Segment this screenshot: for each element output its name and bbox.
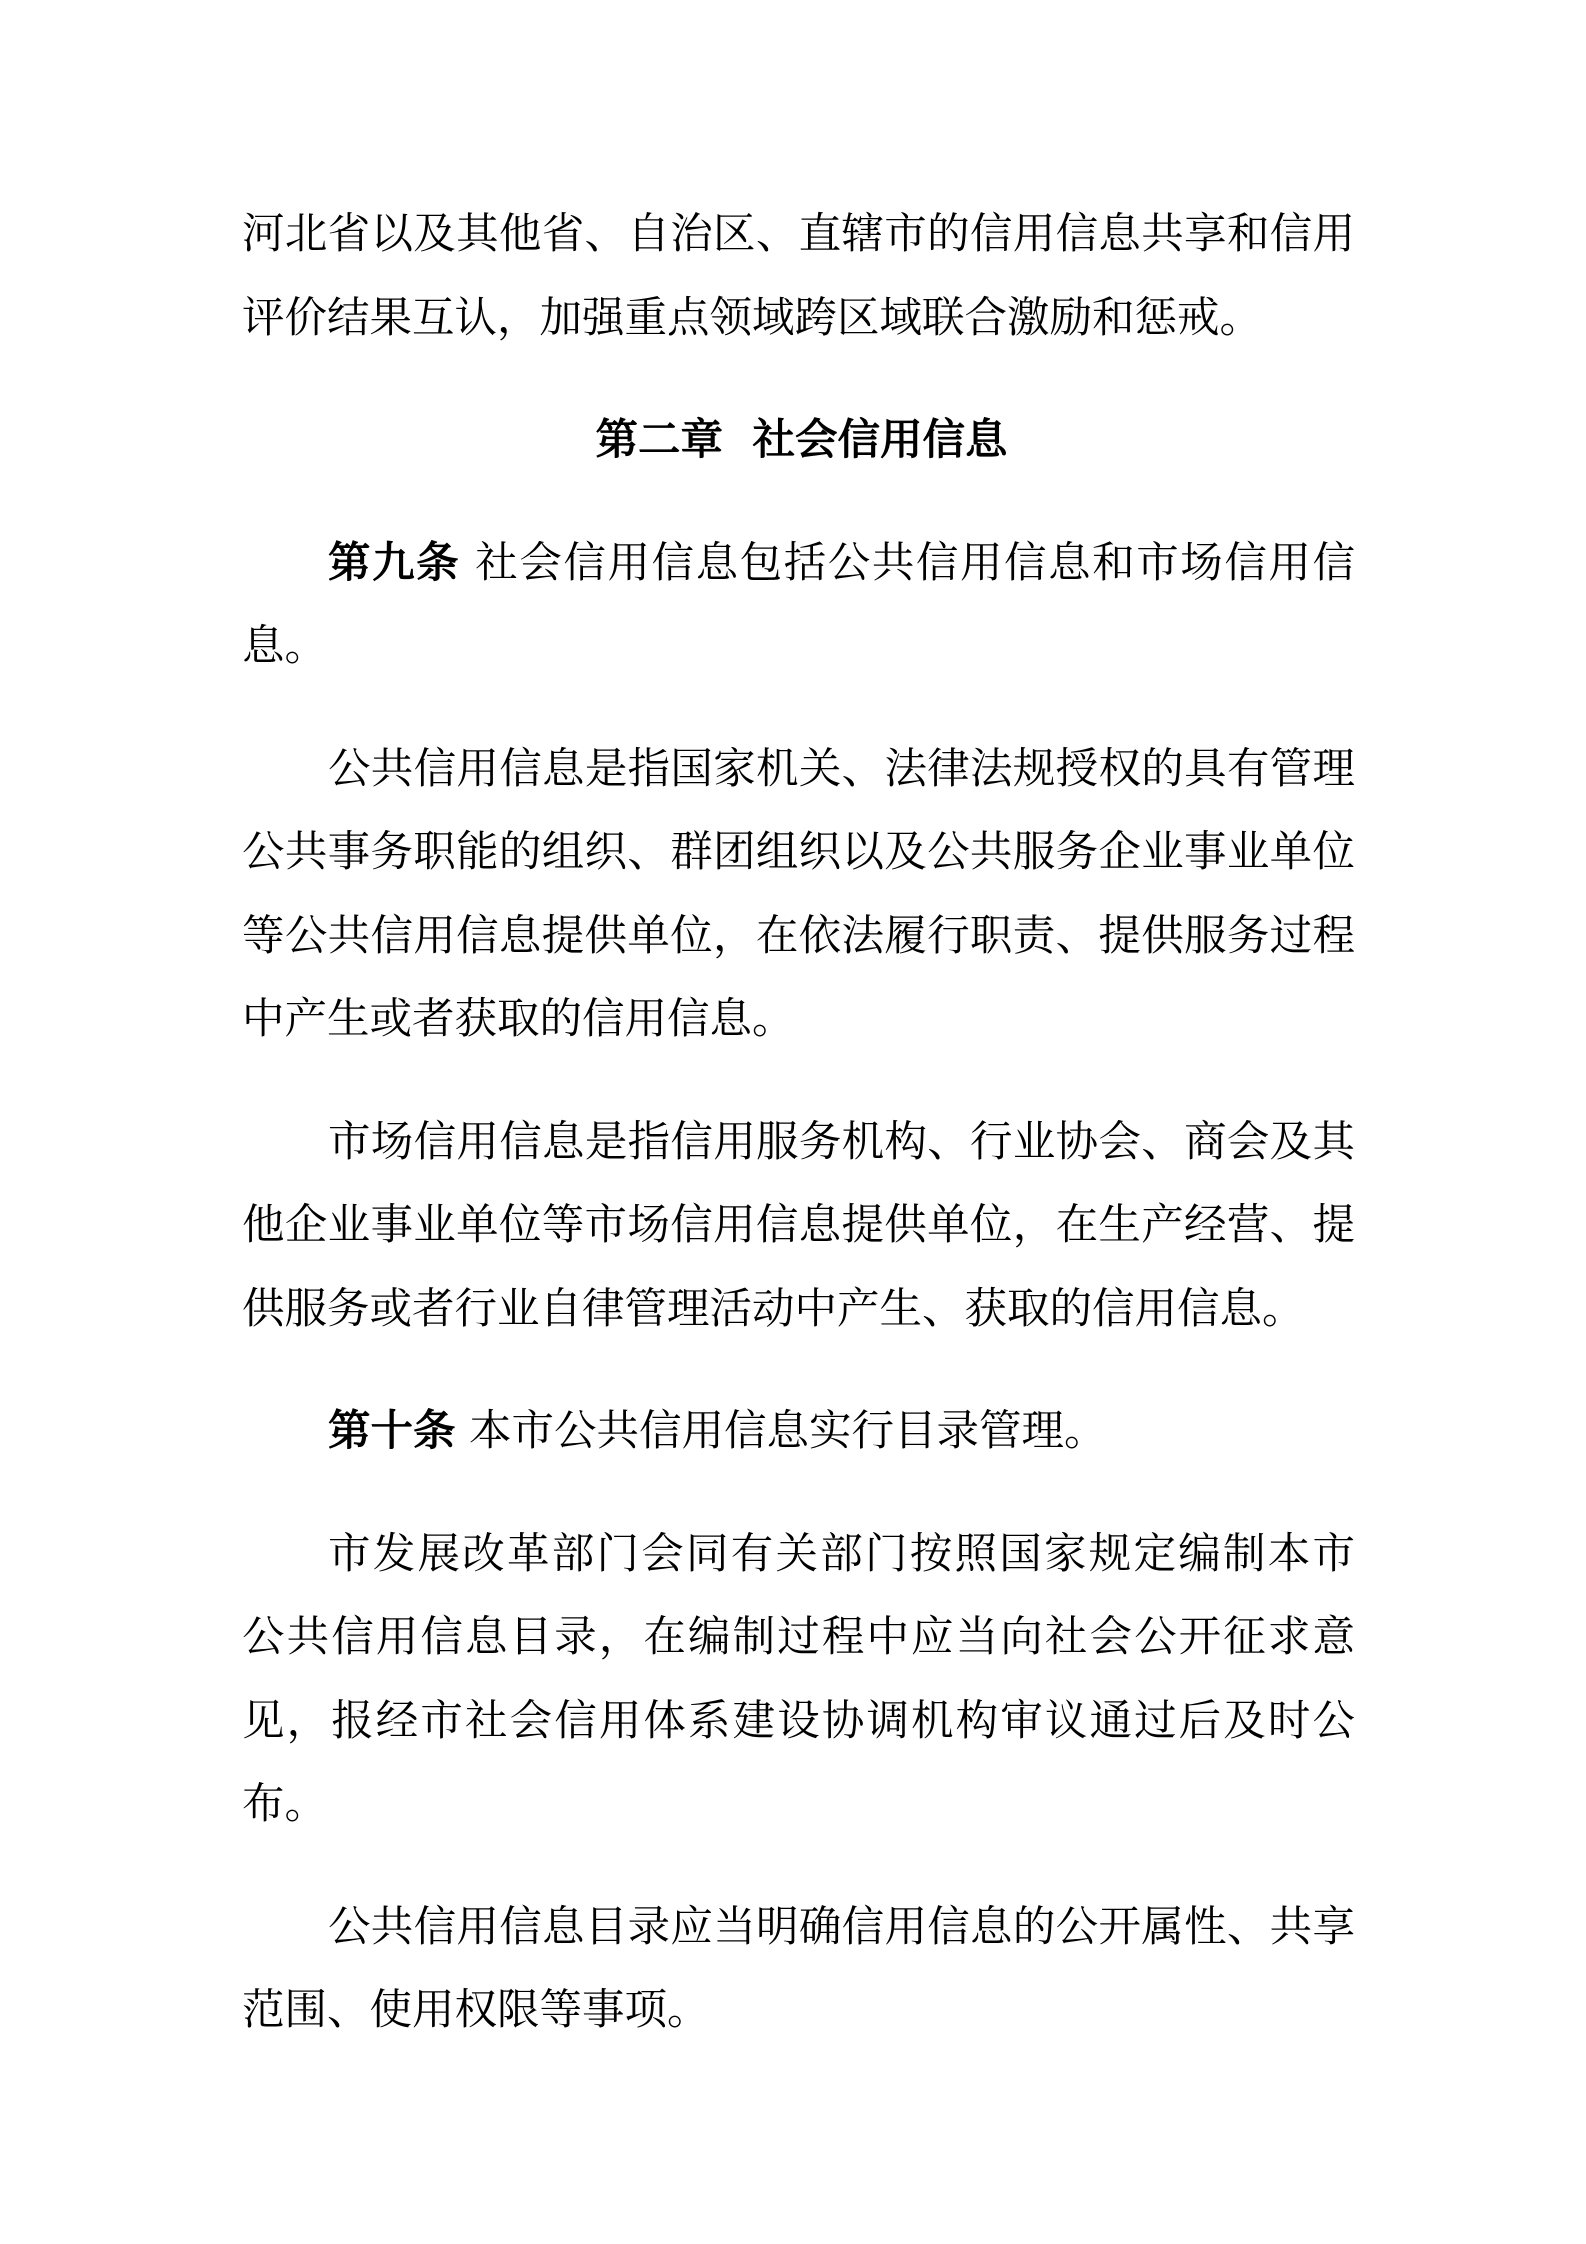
paragraph-cross-region	[242, 193, 1355, 360]
article-text: 社会信用信息包括公共信用信息和市场信用信	[460, 538, 1355, 588]
text-line: 布。	[242, 1780, 328, 1829]
text-line: 供服务或者行业自律管理活动中产生、获取的信用信息。	[242, 1284, 1305, 1334]
paragraph-catalog-attributes	[242, 1886, 1355, 2053]
text-line: 市场信用信息是指信用服务机构、行业协会、商会及其	[328, 1117, 1355, 1167]
text-line: 见，报经市社会信用体系建设协调机构审议通过后及时公	[242, 1696, 1355, 1746]
text-line: 息。	[242, 622, 328, 671]
article-label: 第十条	[328, 1407, 456, 1456]
paragraph-market-credit	[242, 1101, 1355, 1352]
text-line: 评价结果互认，加强重点领域跨区域联合激励和惩戒。	[242, 293, 1263, 343]
text-line: 公共信用信息是指国家机关、法律法规授权的具有管理	[328, 744, 1355, 794]
chapter-heading: 第二章 社会信用信息	[595, 416, 1008, 465]
text-line: 公共信用信息目录，在编制过程中应当向社会公开征求意	[242, 1613, 1355, 1662]
text-line: 公共信用信息目录应当明确信用信息的公开属性、共享	[328, 1902, 1355, 1952]
document-page	[242, 193, 1355, 2092]
article-9	[242, 522, 1355, 689]
article-text: 本市公共信用信息实行目录管理。	[455, 1407, 1107, 1456]
paragraph-public-credit	[242, 728, 1355, 1062]
paragraph-catalog-compilation	[242, 1513, 1355, 1847]
text-line	[242, 1390, 1355, 1474]
text-line: 公共事务职能的组织、群团组织以及公共服务企业事业单位	[242, 828, 1355, 877]
text-line: 他企业事业单位等市场信用信息提供单位，在生产经营、提	[242, 1201, 1355, 1250]
text-line: 中产生或者获取的信用信息。	[242, 995, 795, 1044]
text-line	[242, 522, 1355, 606]
text-line: 市发展改革部门会同有关部门按照国家规定编制本市	[328, 1529, 1355, 1579]
article-label: 第九条	[328, 538, 461, 588]
text-line: 河北省以及其他省、自治区、直辖市的信用信息共享和信用	[242, 210, 1355, 259]
text-line: 等公共信用信息提供单位，在依法履行职责、提供服务过程	[242, 911, 1355, 961]
article-10	[242, 1390, 1355, 1474]
text-line: 范围、使用权限等事项。	[242, 1986, 710, 2035]
